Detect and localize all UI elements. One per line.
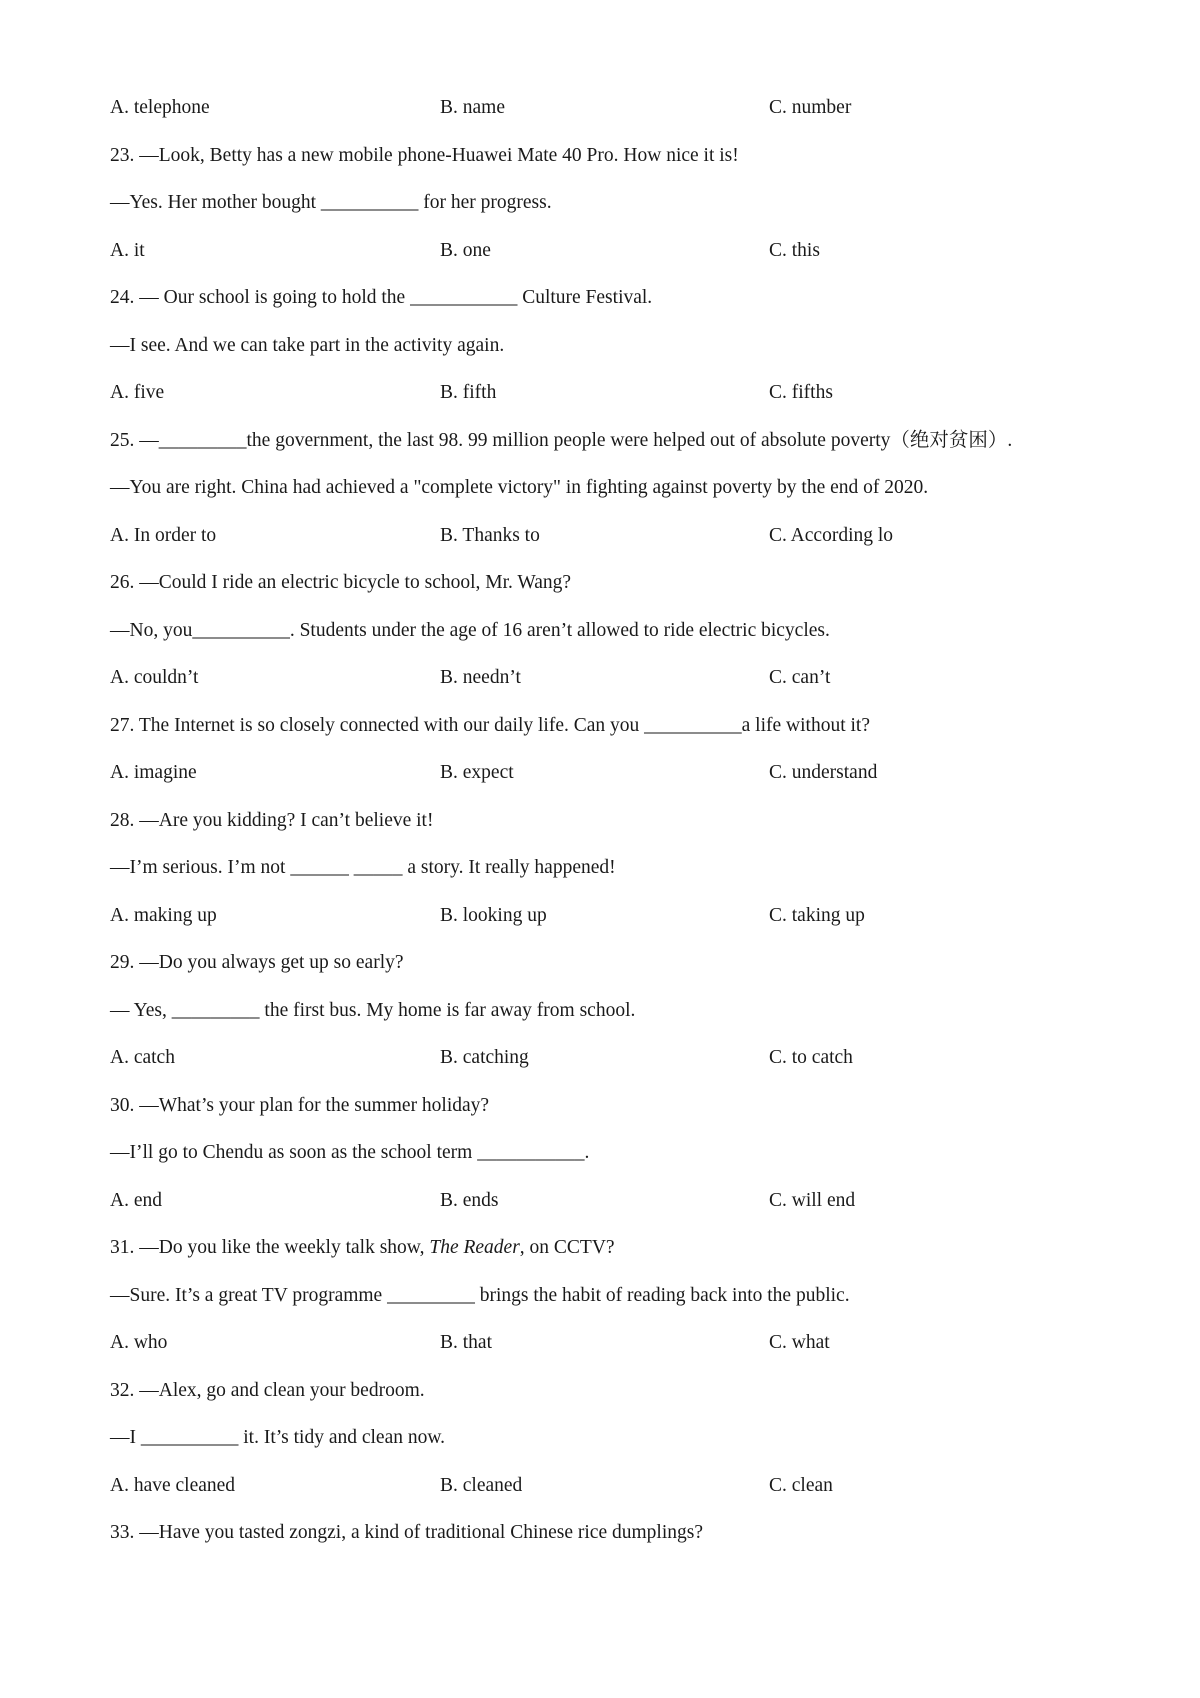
answer-option-b: B. name bbox=[440, 97, 505, 118]
answer-options-row bbox=[110, 1472, 1110, 1500]
question-line: 27. The Internet is so closely connected with our daily life. Can you __________a life without it? bbox=[110, 714, 870, 736]
answer-options-row bbox=[110, 1187, 1110, 1215]
dialogue-reply-line: —Yes. Her mother bought __________ for her progress. bbox=[110, 192, 552, 213]
question-line: 33. —Have you tasted zongzi, a kind of traditional Chinese rice dumplings? bbox=[110, 1522, 703, 1543]
answer-option-b: B. that bbox=[440, 1332, 492, 1353]
answer-option-a: A. who bbox=[110, 1332, 168, 1353]
answer-option-a: A. end bbox=[110, 1189, 162, 1211]
answer-options-row bbox=[110, 1329, 1110, 1357]
dialogue-reply-line: —I __________ it. It’s tidy and clean now. bbox=[110, 1427, 446, 1448]
answer-options-row bbox=[110, 902, 1110, 930]
answer-option-a: A. making up bbox=[110, 904, 217, 926]
answer-options-row bbox=[110, 664, 1110, 692]
dialogue-reply-line: —Sure. It’s a great TV programme _________ brings the habit of reading back into the public. bbox=[110, 1284, 850, 1306]
answer-option-a: A. imagine bbox=[110, 762, 197, 783]
answer-option-c: C. taking up bbox=[769, 904, 865, 926]
answer-option-a: A. telephone bbox=[110, 97, 210, 118]
answer-option-c: C. fifths bbox=[769, 382, 833, 403]
answer-option-b: B. ends bbox=[440, 1189, 499, 1211]
answer-option-c: C. what bbox=[769, 1332, 830, 1353]
dialogue-reply-line: —You are right. China had achieved a "complete victory" in fighting against poverty by the end of 2020. bbox=[110, 477, 929, 498]
answer-option-c: C. to catch bbox=[769, 1047, 853, 1068]
answer-options-row bbox=[110, 522, 1110, 550]
answer-options-row bbox=[110, 379, 1110, 407]
answer-option-b: B. needn’t bbox=[440, 667, 521, 688]
answer-option-b: B. looking up bbox=[440, 904, 547, 926]
question-line: 32. —Alex, go and clean your bedroom. bbox=[110, 1379, 425, 1401]
question-line: 29. —Do you always get up so early? bbox=[110, 952, 404, 973]
question-line: 26. —Could I ride an electric bicycle to school, Mr. Wang? bbox=[110, 572, 572, 593]
answer-option-b: B. fifth bbox=[440, 382, 497, 403]
answer-options-row bbox=[110, 1044, 1110, 1072]
question-text-segment: , on CCTV? bbox=[519, 1237, 615, 1258]
question-line: 28. —Are you kidding? I can’t believe it! bbox=[110, 809, 434, 831]
answer-option-b: B. catching bbox=[440, 1047, 529, 1068]
answer-option-a: A. catch bbox=[110, 1047, 175, 1068]
answer-option-c: C. clean bbox=[769, 1474, 833, 1496]
answer-option-b: B. expect bbox=[440, 762, 514, 783]
answer-options-row bbox=[110, 94, 1110, 122]
italic-title-text: The Reader bbox=[429, 1237, 520, 1258]
dialogue-reply-line: —I’m serious. I’m not ______ _____ a story. It really happened! bbox=[110, 857, 616, 878]
answer-option-c: C. number bbox=[769, 97, 852, 118]
answer-option-c: C. can’t bbox=[769, 667, 831, 688]
question-line: 25. —_________the government, the last 98. 99 million people were helped out of absolute poverty（绝对贫困）. bbox=[110, 429, 1013, 451]
answer-option-c: C. understand bbox=[769, 762, 878, 783]
question-line: 23. —Look, Betty has a new mobile phone-Huawei Mate 40 Pro. How nice it is! bbox=[110, 144, 739, 166]
question-line: 30. —What’s your plan for the summer holiday? bbox=[110, 1094, 490, 1116]
answer-option-a: A. it bbox=[110, 239, 145, 261]
question-text-segment: 31. —Do you like the weekly talk show, bbox=[110, 1237, 430, 1258]
answer-option-b: B. Thanks to bbox=[440, 524, 540, 546]
answer-option-a: A. five bbox=[110, 382, 165, 403]
question-line bbox=[110, 1234, 615, 1262]
answer-options-row bbox=[110, 759, 1110, 787]
dialogue-reply-line: —I’ll go to Chendu as soon as the school term ___________. bbox=[110, 1142, 590, 1163]
answer-option-b: B. cleaned bbox=[440, 1474, 523, 1496]
answer-option-a: A. have cleaned bbox=[110, 1474, 236, 1496]
dialogue-reply-line: —No, you__________. Students under the age of 16 aren’t allowed to ride electric bicycles. bbox=[110, 619, 830, 641]
answer-option-c: C. According lo bbox=[769, 524, 894, 546]
question-line: 24. — Our school is going to hold the ___________ Culture Festival. bbox=[110, 287, 653, 308]
answer-option-a: A. couldn’t bbox=[110, 667, 199, 688]
answer-option-a: A. In order to bbox=[110, 524, 217, 546]
dialogue-reply-line: — Yes, _________ the first bus. My home is far away from school. bbox=[110, 999, 636, 1021]
dialogue-reply-line: —I see. And we can take part in the activity again. bbox=[110, 334, 505, 356]
answer-options-row bbox=[110, 237, 1110, 265]
answer-option-b: B. one bbox=[440, 239, 491, 261]
answer-option-c: C. this bbox=[769, 239, 820, 261]
answer-option-c: C. will end bbox=[769, 1189, 856, 1211]
